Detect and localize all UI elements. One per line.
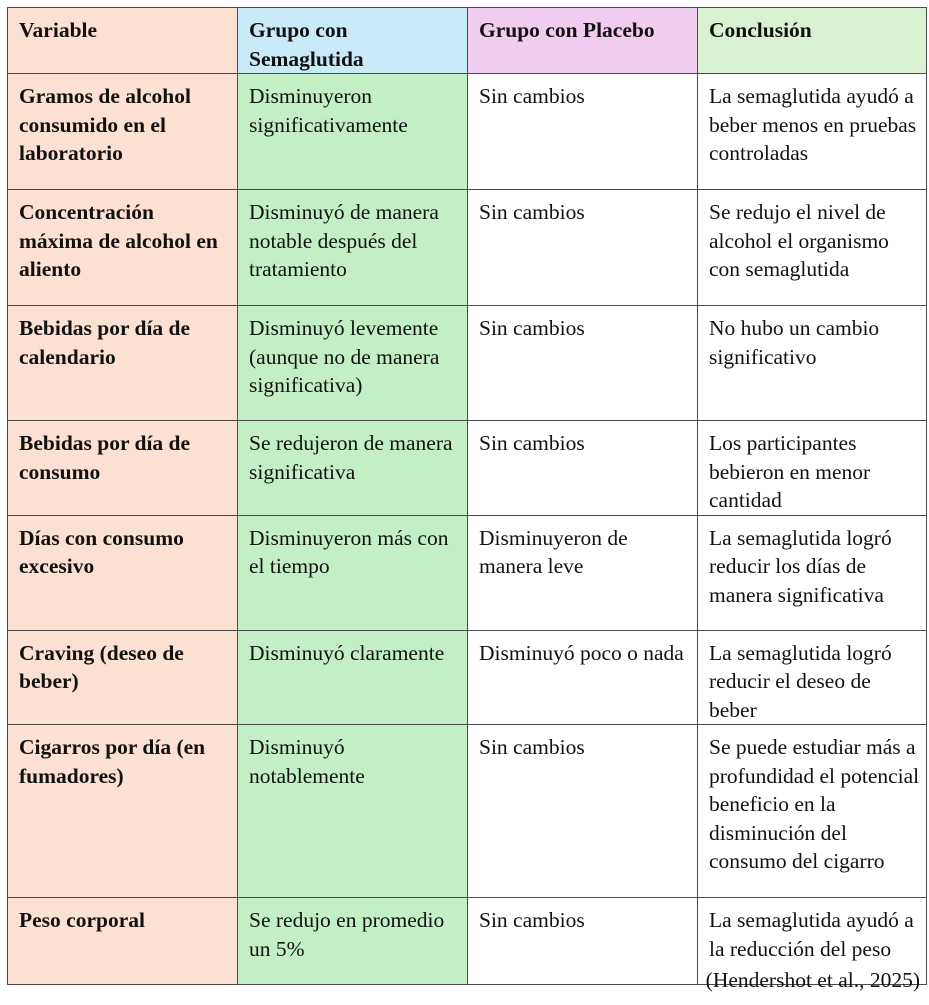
cell-placebo-result: Sin cambios <box>468 74 698 190</box>
cell-variable: Cigarros por día (en fumadores) <box>8 725 238 898</box>
cell-placebo-result: Sin cambios <box>468 190 698 306</box>
cell-variable: Craving (deseo de beber) <box>8 630 238 725</box>
cell-semaglutide-result: Disminuyó de manera notable después del tratamiento <box>238 190 468 306</box>
cell-variable: Bebidas por día de consumo <box>8 421 238 516</box>
table-row <box>8 190 927 306</box>
header-placebo-group: Grupo con Placebo <box>468 8 698 74</box>
cell-placebo-result: Sin cambios <box>468 725 698 898</box>
cell-placebo-result: Sin cambios <box>468 306 698 421</box>
cell-variable: Peso corporal <box>8 898 238 985</box>
cell-conclusion: No hubo un cambio significativo <box>698 306 927 421</box>
cell-placebo-result: Sin cambios <box>468 898 698 985</box>
cell-conclusion: Se puede estudiar más a profundidad el potencial beneficio en la disminución del consumo del cigarro <box>698 725 927 898</box>
results-table <box>7 7 927 985</box>
table-header-row <box>8 8 927 74</box>
header-semaglutide-group: Grupo con Semaglutida <box>238 8 468 74</box>
cell-semaglutide-result: Disminuyó levemente (aunque no de manera significativa) <box>238 306 468 421</box>
table-row <box>8 421 927 516</box>
results-table-container <box>7 7 927 985</box>
cell-variable: Días con consumo excesivo <box>8 515 238 630</box>
cell-semaglutide-result: Se redujeron de manera significativa <box>238 421 468 516</box>
cell-semaglutide-result: Se redujo en promedio un 5% <box>238 898 468 985</box>
cell-semaglutide-result: Disminuyó claramente <box>238 630 468 725</box>
table-row <box>8 74 927 190</box>
cell-conclusion: La semaglutida logró reducir los días de manera significativa <box>698 515 927 630</box>
table-row <box>8 515 927 630</box>
table-row <box>8 630 927 725</box>
cell-placebo-result: Disminuyó poco o nada <box>468 630 698 725</box>
cell-semaglutide-result: Disminuyó notablemente <box>238 725 468 898</box>
cell-semaglutide-result: Disminuyeron más con el tiempo <box>238 515 468 630</box>
cell-variable: Concentración máxima de alcohol en aliento <box>8 190 238 306</box>
cell-conclusion: La semaglutida ayudó a la reducción del peso <box>698 898 927 985</box>
cell-conclusion: La semaglutida ayudó a beber menos en pruebas controladas <box>698 74 927 190</box>
header-variable: Variable <box>8 8 238 74</box>
cell-variable: Bebidas por día de calendario <box>8 306 238 421</box>
cell-semaglutide-result: Disminuyeron significativamente <box>238 74 468 190</box>
cell-placebo-result: Sin cambios <box>468 421 698 516</box>
cell-placebo-result: Disminuyeron de manera leve <box>468 515 698 630</box>
cell-conclusion: Se redujo el nivel de alcohol el organismo con semaglutida <box>698 190 927 306</box>
table-row <box>8 725 927 898</box>
header-conclusion: Conclusión <box>698 8 927 74</box>
cell-conclusion: Los participantes bebieron en menor cantidad <box>698 421 927 516</box>
cell-variable: Gramos de alcohol consumido en el laboratorio <box>8 74 238 190</box>
source-citation: (Hendershot et al., 2025) <box>705 968 920 992</box>
cell-conclusion: La semaglutida logró reducir el deseo de beber <box>698 630 927 725</box>
table-row <box>8 306 927 421</box>
